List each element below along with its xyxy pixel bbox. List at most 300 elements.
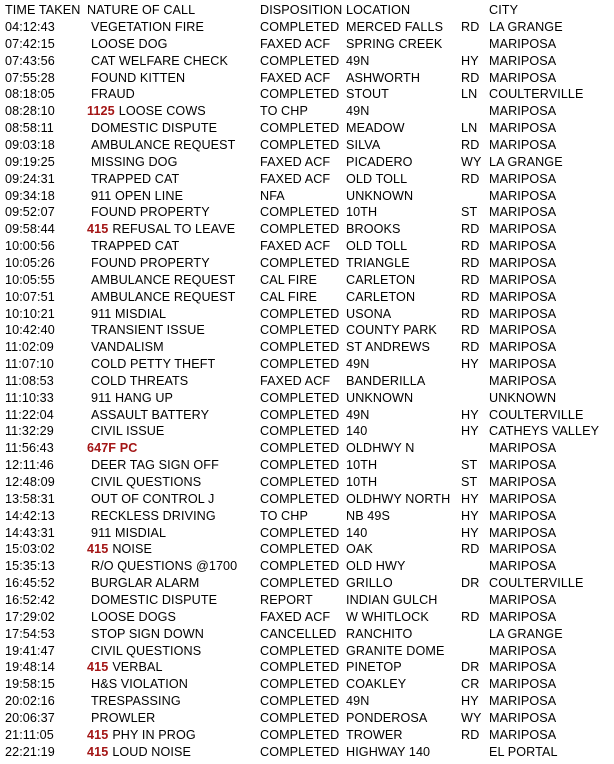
call-nature-text: H&S VIOLATION [91, 677, 188, 692]
table-row [0, 373, 614, 390]
call-time: 21:11:05 [5, 727, 54, 742]
call-nature-text: VANDALISM [91, 340, 164, 355]
call-time: 10:07:51 [5, 289, 55, 304]
penal-code: 647F PC [87, 441, 138, 456]
call-city: MARIPOSA [489, 508, 557, 523]
call-time: 04:12:43 [5, 20, 55, 34]
header-row [0, 2, 614, 19]
call-disposition: COMPLETED [260, 306, 340, 321]
call-time: 14:42:13 [5, 508, 55, 523]
call-nature-text: NOISE [112, 542, 153, 557]
call-city: MARIPOSA [489, 36, 557, 51]
call-disposition: COMPLETED [260, 323, 340, 338]
call-nature [87, 306, 166, 323]
call-street-suffix: HY [461, 508, 479, 523]
call-nature-text: TRANSIENT ISSUE [91, 323, 205, 338]
call-street-suffix: DR [461, 576, 480, 591]
penal-code: 415 [87, 222, 109, 237]
call-street-suffix: RD [461, 727, 480, 742]
call-location: OLDHWY N [346, 441, 415, 456]
call-street-suffix: WY [461, 710, 482, 725]
call-city: MARIPOSA [489, 727, 557, 742]
call-street-suffix: ST [461, 475, 478, 489]
call-nature [87, 474, 201, 491]
call-nature-text: CIVIL QUESTIONS [91, 643, 202, 658]
call-disposition: COMPLETED [260, 424, 340, 439]
call-nature-text: CIVIL ISSUE [91, 424, 165, 439]
call-nature [87, 221, 235, 238]
call-city: MARIPOSA [489, 710, 557, 725]
call-city: MARIPOSA [489, 609, 557, 624]
call-disposition: COMPLETED [260, 727, 340, 742]
call-disposition: COMPLETED [260, 53, 340, 68]
table-row [0, 609, 614, 626]
call-city: MARIPOSA [489, 239, 557, 254]
call-nature-text: PHY IN PROG [112, 727, 196, 742]
call-location: OAK [346, 542, 373, 557]
call-street-suffix: HY [461, 357, 479, 371]
call-nature [87, 19, 204, 36]
call-street-suffix: HY [461, 491, 479, 506]
call-nature-text: REFUSAL TO LEAVE [112, 222, 236, 237]
call-time: 13:58:31 [5, 491, 55, 506]
call-nature-text: VERBAL [112, 660, 163, 675]
call-nature [87, 373, 188, 390]
call-nature [87, 238, 179, 255]
call-disposition: COMPLETED [260, 458, 340, 473]
call-nature [87, 154, 177, 171]
call-street-suffix: HY [461, 424, 479, 439]
call-nature [87, 575, 199, 592]
call-nature [87, 659, 163, 676]
call-location: INDIAN GULCH [346, 592, 438, 607]
table-row [0, 407, 614, 424]
call-nature [87, 541, 152, 558]
call-disposition: FAXED ACF [260, 70, 331, 85]
call-time: 11:32:29 [5, 424, 54, 439]
call-location: 10TH [346, 458, 378, 473]
call-location: 10TH [346, 475, 378, 489]
table-row [0, 53, 614, 70]
call-location: TRIANGLE [346, 255, 410, 270]
call-street-suffix: RD [461, 323, 480, 338]
penal-code: 415 [87, 727, 109, 742]
call-disposition: COMPLETED [260, 744, 340, 759]
call-street-suffix: RD [461, 306, 480, 321]
table-row [0, 36, 614, 53]
call-time: 19:48:14 [5, 660, 55, 675]
penal-code: 415 [87, 542, 109, 557]
call-location: OLD HWY [346, 559, 406, 574]
call-nature-text: LOOSE DOG [91, 36, 168, 51]
call-time: 08:58:11 [5, 121, 54, 136]
call-nature-text: FRAUD [91, 87, 135, 102]
table-row [0, 558, 614, 575]
call-location: 140 [346, 525, 368, 540]
call-street-suffix: ST [461, 458, 478, 473]
call-time: 07:55:28 [5, 70, 55, 85]
call-nature [87, 676, 188, 693]
call-street-suffix: DR [461, 660, 480, 675]
call-city: LA GRANGE [489, 20, 563, 34]
call-location: OLD TOLL [346, 239, 408, 254]
call-nature-text: TRESPASSING [91, 694, 181, 708]
call-disposition: COMPLETED [260, 121, 340, 136]
call-nature [87, 525, 166, 542]
call-nature [87, 508, 216, 525]
call-street-suffix: RD [461, 20, 480, 34]
call-nature-text: DOMESTIC DISPUTE [91, 121, 218, 136]
call-disposition: COMPLETED [260, 222, 340, 237]
call-city: MARIPOSA [489, 542, 557, 557]
call-city: EL PORTAL [489, 744, 558, 759]
call-disposition: TO CHP [260, 508, 308, 523]
call-location: COUNTY PARK [346, 323, 437, 338]
call-city: MARIPOSA [489, 121, 557, 136]
call-location: HIGHWAY 140 [346, 744, 431, 759]
call-time: 12:48:09 [5, 475, 55, 489]
call-nature [87, 53, 228, 70]
call-nature-text: ASSAULT BATTERY [91, 407, 210, 422]
call-nature [87, 491, 214, 508]
call-nature [87, 322, 205, 339]
call-nature-text: AMBULANCE REQUEST [91, 138, 236, 152]
call-location: TROWER [346, 727, 403, 742]
table-row [0, 676, 614, 693]
table-row [0, 204, 614, 221]
call-nature-text: FOUND PROPERTY [91, 205, 210, 220]
table-row [0, 221, 614, 238]
call-disposition: FAXED ACF [260, 36, 331, 51]
call-disposition: COMPLETED [260, 441, 340, 456]
call-disposition: COMPLETED [260, 677, 340, 692]
call-time: 19:58:15 [5, 677, 55, 692]
call-nature-text: TRAPPED CAT [91, 239, 180, 254]
call-location: BROOKS [346, 222, 401, 237]
call-city: MARIPOSA [489, 222, 557, 237]
call-city: UNKNOWN [489, 390, 557, 405]
call-time: 10:05:26 [5, 255, 55, 270]
call-location: 10TH [346, 205, 378, 220]
call-disposition: COMPLETED [260, 559, 340, 574]
call-disposition: COMPLETED [260, 710, 340, 725]
call-street-suffix: RD [461, 138, 480, 152]
call-time: 11:56:43 [5, 441, 54, 456]
call-city: MARIPOSA [489, 592, 557, 607]
call-nature [87, 457, 219, 474]
call-disposition: COMPLETED [260, 475, 340, 489]
call-disposition: FAXED ACF [260, 171, 331, 186]
call-disposition: NFA [260, 188, 285, 203]
call-location: 49N [346, 104, 370, 119]
call-nature-text: VEGETATION FIRE [91, 20, 204, 34]
call-disposition: COMPLETED [260, 255, 340, 270]
call-nature [87, 339, 164, 356]
call-disposition: FAXED ACF [260, 154, 331, 169]
call-disposition: COMPLETED [260, 576, 340, 591]
table-row [0, 525, 614, 542]
table-row [0, 390, 614, 407]
call-nature [87, 643, 201, 660]
table-row [0, 474, 614, 491]
table-row [0, 255, 614, 272]
call-time: 19:41:47 [5, 643, 55, 658]
call-disposition: COMPLETED [260, 694, 340, 708]
call-nature [87, 137, 235, 154]
call-street-suffix: LN [461, 121, 478, 136]
call-location: SILVA [346, 138, 381, 152]
table-row [0, 306, 614, 323]
header-time: TIME TAKEN [5, 3, 81, 17]
call-disposition: COMPLETED [260, 390, 340, 405]
call-city: MARIPOSA [489, 70, 557, 85]
call-time: 16:52:42 [5, 592, 55, 607]
call-location: GRILLO [346, 576, 393, 591]
call-city: MARIPOSA [489, 53, 557, 68]
call-street-suffix: HY [461, 525, 479, 540]
call-nature-text: 911 HANG UP [91, 390, 174, 405]
table-row [0, 423, 614, 440]
call-nature-text: FOUND PROPERTY [91, 255, 210, 270]
header-city: CITY [489, 3, 519, 17]
call-time: 22:21:19 [5, 744, 55, 759]
call-nature-text: PROWLER [91, 710, 156, 725]
table-row [0, 541, 614, 558]
call-street-suffix: ST [461, 205, 478, 220]
call-disposition: COMPLETED [260, 407, 340, 422]
call-nature-text: MISSING DOG [91, 154, 178, 169]
call-nature [87, 36, 167, 53]
call-city: LA GRANGE [489, 154, 563, 169]
call-nature [87, 120, 217, 137]
header-disposition: DISPOSITION [260, 3, 343, 17]
call-disposition: COMPLETED [260, 357, 340, 371]
call-disposition: COMPLETED [260, 491, 340, 506]
table-row [0, 289, 614, 306]
call-time: 17:54:53 [5, 626, 55, 641]
call-nature [87, 103, 206, 120]
table-row [0, 710, 614, 727]
call-location: CARLETON [346, 289, 416, 304]
call-location: 49N [346, 53, 370, 68]
table-row [0, 575, 614, 592]
call-city: MARIPOSA [489, 491, 557, 506]
call-nature [87, 693, 181, 710]
call-nature [87, 440, 137, 457]
table-row [0, 154, 614, 171]
call-nature [87, 289, 235, 306]
call-city: MARIPOSA [489, 138, 557, 152]
call-location: W WHITLOCK [346, 609, 429, 624]
call-location: 140 [346, 424, 368, 439]
call-disposition: FAXED ACF [260, 609, 331, 624]
call-nature-text: R/O QUESTIONS @1700 [91, 559, 238, 574]
call-street-suffix: RD [461, 609, 480, 624]
call-location: PINETOP [346, 660, 402, 675]
penal-code: 415 [87, 744, 109, 759]
call-nature [87, 188, 183, 205]
call-city: MARIPOSA [489, 525, 557, 540]
call-nature-text: COLD PETTY THEFT [91, 357, 216, 371]
call-nature [87, 255, 210, 272]
table-row [0, 626, 614, 643]
call-street-suffix: RD [461, 222, 480, 237]
call-nature-text: LOOSE DOGS [91, 609, 176, 624]
call-location: USONA [346, 306, 392, 321]
call-nature [87, 272, 235, 289]
call-street-suffix: HY [461, 407, 479, 422]
call-nature [87, 423, 164, 440]
call-location: UNKNOWN [346, 390, 414, 405]
call-nature-text: CIVIL QUESTIONS [91, 475, 202, 489]
table-row [0, 137, 614, 154]
call-street-suffix: RD [461, 239, 480, 254]
call-location: 49N [346, 407, 370, 422]
call-city: MARIPOSA [489, 104, 557, 119]
table-row [0, 103, 614, 120]
call-disposition: CAL FIRE [260, 272, 318, 287]
call-street-suffix: CR [461, 677, 480, 692]
call-city: MARIPOSA [489, 171, 557, 186]
call-nature-text: 911 MISDIAL [91, 306, 167, 321]
table-row [0, 356, 614, 373]
call-time: 15:03:02 [5, 542, 55, 557]
call-disposition: COMPLETED [260, 340, 340, 355]
call-location: BANDERILLA [346, 373, 426, 388]
table-row [0, 457, 614, 474]
call-location: GRANITE DOME [346, 643, 445, 658]
call-city: LA GRANGE [489, 626, 563, 641]
table-row [0, 188, 614, 205]
call-disposition: COMPLETED [260, 525, 340, 540]
call-disposition: COMPLETED [260, 643, 340, 658]
call-nature-text: AMBULANCE REQUEST [91, 289, 236, 304]
call-street-suffix: RD [461, 171, 480, 186]
call-nature [87, 727, 196, 744]
call-nature-text: 911 MISDIAL [91, 525, 167, 540]
call-nature [87, 710, 155, 727]
call-nature-text: RECKLESS DRIVING [91, 508, 216, 523]
call-time: 08:18:05 [5, 87, 55, 102]
call-city: MARIPOSA [489, 643, 557, 658]
table-row [0, 440, 614, 457]
table-row [0, 238, 614, 255]
table-row [0, 171, 614, 188]
call-street-suffix: WY [461, 154, 482, 169]
call-time: 10:10:21 [5, 306, 55, 321]
table-row [0, 643, 614, 660]
table-row [0, 322, 614, 339]
call-city: COULTERVILLE [489, 407, 584, 422]
call-time: 09:24:31 [5, 171, 55, 186]
call-nature [87, 204, 210, 221]
call-nature [87, 390, 173, 407]
header-location: LOCATION [346, 3, 411, 17]
call-location: PONDEROSA [346, 710, 428, 725]
call-nature-text: LOUD NOISE [112, 744, 191, 759]
call-street-suffix: RD [461, 542, 480, 557]
call-location: UNKNOWN [346, 188, 414, 203]
call-time: 17:29:02 [5, 609, 55, 624]
call-city: MARIPOSA [489, 559, 557, 574]
penal-code: 1125 [87, 104, 115, 119]
call-nature [87, 744, 191, 761]
table-row [0, 659, 614, 676]
call-nature [87, 626, 204, 643]
call-time: 11:08:53 [5, 373, 54, 388]
call-city: MARIPOSA [489, 441, 557, 456]
call-location: 49N [346, 694, 370, 708]
call-street-suffix: RD [461, 255, 480, 270]
call-city: MARIPOSA [489, 188, 557, 203]
call-location: RANCHITO [346, 626, 413, 641]
table-row [0, 272, 614, 289]
call-time: 10:42:40 [5, 323, 55, 338]
call-time: 15:35:13 [5, 559, 55, 574]
table-row [0, 120, 614, 137]
call-time: 20:06:37 [5, 710, 55, 725]
call-city: COULTERVILLE [489, 87, 584, 102]
call-city: MARIPOSA [489, 205, 557, 220]
table-row [0, 592, 614, 609]
table-row [0, 491, 614, 508]
call-nature-text: COLD THREATS [91, 373, 189, 388]
call-city: MARIPOSA [489, 357, 557, 371]
call-street-suffix: HY [461, 694, 479, 708]
call-nature-text: OUT OF CONTROL J [91, 491, 215, 506]
call-nature-text: 911 OPEN LINE [91, 188, 184, 203]
call-city: MARIPOSA [489, 660, 557, 675]
penal-code: 415 [87, 660, 109, 675]
call-time: 20:02:16 [5, 694, 55, 708]
call-nature-text: LOOSE COWS [118, 104, 206, 119]
call-city: CATHEYS VALLEY [489, 424, 600, 439]
call-nature [87, 592, 217, 609]
call-nature-text: AMBULANCE REQUEST [91, 272, 236, 287]
call-disposition: COMPLETED [260, 87, 340, 102]
call-time: 11:02:09 [5, 340, 54, 355]
table-row [0, 508, 614, 525]
table-row [0, 19, 614, 36]
table-row [0, 339, 614, 356]
call-location: 49N [346, 357, 370, 371]
call-time: 09:58:44 [5, 222, 55, 237]
call-street-suffix: RD [461, 289, 480, 304]
table-row [0, 744, 614, 761]
call-city: MARIPOSA [489, 255, 557, 270]
call-city: MARIPOSA [489, 677, 557, 692]
call-city: MARIPOSA [489, 475, 557, 489]
call-time: 12:11:46 [5, 458, 54, 473]
call-city: COULTERVILLE [489, 576, 584, 591]
call-time: 11:22:04 [5, 407, 54, 422]
call-city: MARIPOSA [489, 272, 557, 287]
call-time: 09:19:25 [5, 154, 55, 169]
call-location: COAKLEY [346, 677, 407, 692]
call-disposition: COMPLETED [260, 660, 340, 675]
table-row [0, 727, 614, 744]
call-location: OLDHWY NORTH [346, 491, 451, 506]
call-city: MARIPOSA [489, 306, 557, 321]
call-time: 11:07:10 [5, 357, 54, 371]
table-row [0, 70, 614, 87]
call-nature [87, 171, 179, 188]
call-street-suffix: HY [461, 53, 479, 68]
call-street-suffix: RD [461, 272, 480, 287]
call-nature-text: STOP SIGN DOWN [91, 626, 204, 641]
call-time: 11:10:33 [5, 390, 54, 405]
call-time: 14:43:31 [5, 525, 55, 540]
